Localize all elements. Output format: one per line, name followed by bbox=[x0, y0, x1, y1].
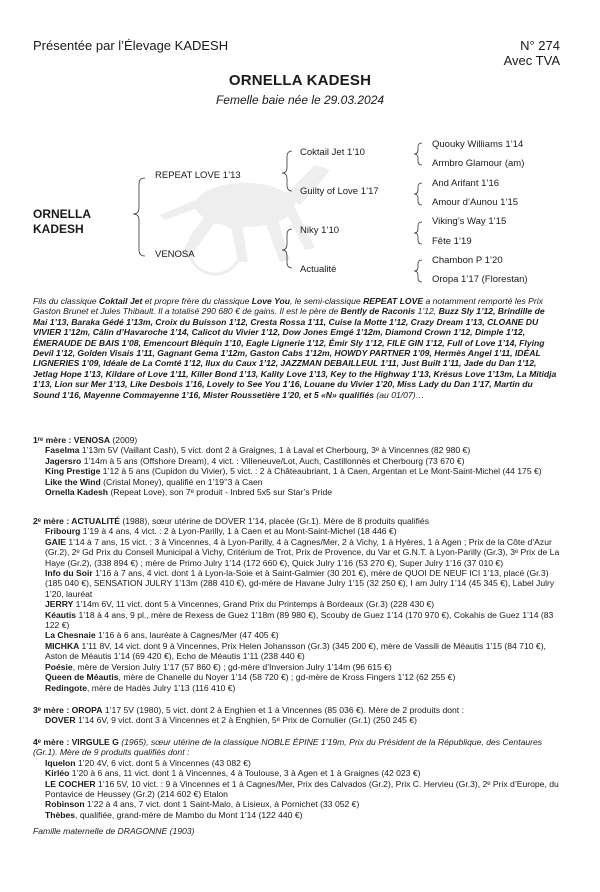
desc-text-2: et propre frère du classique bbox=[142, 296, 252, 306]
third-dam-intro: 1’17 5V (1980), 5 vict. dont 2 à Enghien et 1 à Vincennes (85 036 €). Mère de 2 produits dont : bbox=[102, 705, 464, 715]
third-dam-label: 3ᵉ mère : OROPA bbox=[33, 705, 103, 715]
first-dam-label: 1ʳᵉ mère : VENOSA bbox=[33, 435, 111, 445]
desc-bold-4: Bently de Raconis bbox=[340, 306, 416, 317]
mother1-produce-2: King Prestige 1’12 à 5 ans (Cupidon du Vivier), 5 vict. : 2 à Châteaubriant, 1 à Caen, Argentan et Le Mont-Saint-Michel (44 175 €) bbox=[45, 466, 542, 477]
sds: And Arifant 1’16 bbox=[432, 178, 500, 189]
subject-name-line1: ORNELLA bbox=[33, 207, 91, 221]
mother2-produce-7: Poésie, mère de Version Julry 1’17 (57 860 €) ; gd-mère d’Inversion Julry 1’14m (96 615 €) bbox=[45, 661, 392, 672]
maternal-family: Famille maternelle de DRAGONNE (1903) bbox=[33, 826, 195, 836]
desc-offspring-list: Buzz Sly 1’12, Brindille de Mai 1’13, Baraka Gédé 1’13m, Croix du Buisson 1’12, Cresta Rossa 1’11, Cuise la Motte 1’12, Crazy Dream 1’13, CLOANE DU VIVIER 1’12m, Câlin d’Havaroche 1’14, Calicot du Vivier 1’12, Dow Jones Emgé 1’12m, Diamond Crown 1’12, Dimple 1’12, ÉMERAUDE DE BAIS 1’08, Emencourt Blèquin 1’10, Eagle Lignerie 1’12, Émir Sly 1’12, FILE GIN 1’12, Full of Love 1’14, Flying Devil 1’12, Golden Visais 1’11, Gagnant Gema 1’12m, Gaston Cabs 1’12m, HOWDY PARTNER 1’09, Hermès Angel 1’11, IDÉAL LIGNERIES 1’09, Idéale de La Comté 1’12, Ilux du Caux 1’12, JAZZMAN DEBAILLEUL 1’11, Just Built 1’11, Jade du Dan 1’12, Jetlag Hope 1’13, Kildare of Love 1’11, Killer Bond 1’13, Kality Love 1’13, Key to the Highway 1’13, Krésus Love 1’13m, La Mitidja 1’13, Lion sur Mer 1’13, Like Desbois 1’16, Lovely to See You 1’16, Louane du Vivier 1’20, Miss Lady du Dan 1’17, Martin du Sound 1’16, Mayenne Commayenne 1’16, Mister Roussetière 1’20, et 5 «N» qualifiés bbox=[33, 306, 557, 400]
fourth-dam-section bbox=[33, 737, 560, 820]
fourth-dam-intro: (1965), sœur utérine de la classique NOBLE ÉPINE 1’19m, Prix du Président de la République, des Centaures (Gr.1). Mère de 9 produits qualifiés dont : bbox=[33, 737, 543, 758]
ddd: Oropa 1’17 (Florestan) bbox=[432, 274, 528, 285]
mother2-produce-5: La Chesnaie 1’16 à 6 ans, lauréate à Cagnes/Mer (47 405 €) bbox=[45, 630, 279, 641]
second-dam-label: 2ᵉ mère : ACTUALITÉ bbox=[33, 516, 120, 526]
mother2-produce-2: Info du Soir 1’16 à 7 ans, 4 vict. dont 1 à Lyon-la-Soie et à Saint-Galmier (30 201 €), mère de QUOI DE NEUF ICI 1’13, placé (Gr.3) (185 040 €), SENSATION JULRY 1’13m (288 410 €), gd-mère de Havane Julry 1’15 (32 250 €), I am Julry 1’14 (45 345 €), Label Julry 1’20, lauréat bbox=[45, 568, 555, 599]
mother4-produce-2: LE COCHER 1’16 5V, 10 vict. : 9 à Vincennes et 1 à Cagnes/Mer, Prix des Calvados (Gr.2), Prix C. Hervieu (Gr.3), 2ᵉ Prix d’Europe, du Pontavice de Heussey (Gr.2) (214 602 €) Etalon bbox=[45, 778, 559, 800]
dds: Chambon P 1’20 bbox=[432, 255, 503, 266]
dam: VENOSA bbox=[155, 249, 195, 260]
mother4-produce-0: Iquelon 1’20 4V, 6 vict. dont 5 à Vincennes (43 082 €) bbox=[45, 757, 251, 768]
horse-title: ORNELLA KADESH bbox=[228, 72, 372, 89]
mother2-produce-8: Queen de Méautis, mère de Chanelle du Noyer 1’14 (58 720 €) ; gd-mère de Kross Fingers 1’12 (62 255 €) bbox=[45, 672, 456, 683]
sire-dam: Guilty of Love 1’17 bbox=[300, 186, 379, 197]
first-dam-produce-list bbox=[33, 445, 560, 497]
dss: Viking’s Way 1’15 bbox=[432, 216, 507, 227]
sdd: Amour d’Aunou 1’15 bbox=[432, 197, 519, 208]
pedigree-subject bbox=[33, 207, 91, 237]
desc-bold-1: Coktail Jet bbox=[98, 296, 143, 306]
mother2-produce-0: Fribourg 1’19 à 4 ans, 4 vict. : 2 à Lyon-Parilly, 1 à Caen et au Mont-Saint-Michel (18 446 €) bbox=[45, 526, 397, 537]
third-dam-produce-list bbox=[33, 715, 560, 725]
mother1-produce-3: Like the Wind (Cristal Money), qualifié en 1’19’’3 à Caen bbox=[45, 476, 263, 487]
subject-name-line2: KADESH bbox=[33, 222, 84, 236]
horse-subtitle: Femelle baie née le 29.03.2024 bbox=[215, 93, 385, 107]
mother2-produce-1: GAIE 1’14 à 7 ans, 15 vict. : 3 à Vincennes, 4 à Lyon-Parilly, 4 à Cagnes/Mer, 2 à Vichy, 1 à Hyères, 1 à Agen ; Prix de la Côte d’Azur (Gr.2), 2ᵉ Gd Prix du Conseil Municipal à Vichy, Critérium de Trot, Prix de Provence, du Var et G.N.T. à Lyon-Parilly (Gr.3), 3ᵉ Prix de La Haye (Gr.2), (338 894 €) ; mère de Primo Julry 1’14 (172 660 €), Quick Julry 1’16 (53 270 €), Super Julry 1’16 (37 010 €) bbox=[45, 536, 560, 568]
tva-label: Avec TVA bbox=[503, 53, 560, 68]
desc-text-3: , le semi-classique bbox=[289, 296, 364, 306]
mother1-produce-1: Jagersro 1’14m à 5 ans (Offshore Dream), 4 vict. : Villeneuve/Lot, Auch, Castillonnès et Cherbourg (73 670 €) bbox=[45, 455, 465, 466]
sire-description bbox=[33, 296, 560, 400]
mother2-produce-9: Redingote, mère de Hadès Julry 1’13 (116 410 €) bbox=[45, 682, 236, 693]
first-dam-year: (2009) bbox=[110, 435, 138, 445]
desc-text-1: Fils du classique bbox=[33, 296, 99, 306]
third-dam-section bbox=[33, 705, 560, 726]
second-dam-section bbox=[33, 516, 560, 693]
mother3-produce-0: DOVER 1’14 6V, 9 vict. dont 3 à Vincennes et 2 à Enghien, 5ᵉ Prix de Cornulier (Gr.1) (250 245 €) bbox=[45, 715, 417, 726]
sire-sire: Coktail Jet 1’10 bbox=[300, 147, 365, 158]
mother2-produce-4: Kéautis 1’18 à 4 ans, 9 pl., mère de Rexess de Guez 1’18m (89 980 €), Scouby de Guez 1’14 (170 970 €), Cokahis de Guez 1’14 (83 122 €) bbox=[45, 609, 554, 631]
desc-end: (au 01/07)… bbox=[374, 389, 425, 400]
pedigree-chart bbox=[0, 0, 600, 300]
ssd: Armbro Glamour (am) bbox=[432, 158, 525, 169]
second-dam-intro: (1988), sœur utérine de DOVER 1’14, placée (Gr.1). Mère de 8 produits qualifiés bbox=[119, 516, 429, 526]
fourth-dam-produce-list bbox=[33, 758, 560, 820]
desc-bold-3: REPEAT LOVE bbox=[363, 296, 424, 306]
sire: REPEAT LOVE 1’13 bbox=[155, 170, 241, 181]
dsd: Fête 1’19 bbox=[432, 236, 472, 247]
dam-dam: Actualité bbox=[300, 264, 337, 275]
mother4-produce-4: Thèbes, qualifiée, grand-mère de Mambo du Mont 1’14 (122 440 €) bbox=[45, 809, 303, 820]
mother4-produce-3: Robinson 1’22 à 4 ans, 7 vict. dont 1 Saint-Malo, à Lisieux, à Pornichet (33 052 €) bbox=[45, 799, 360, 810]
mother2-produce-3: JERRY 1’14m 6V, 11 vict. dont 5 à Vincennes, Grand Prix du Printemps à Bordeaux (Gr.3) (228 430 €) bbox=[45, 599, 435, 610]
mother2-produce-6: MICHKA 1’11 8V, 14 vict. dont 9 à Vincennes, Prix Helen Johansson (Gr.3) (345 200 €), mère de Vassili de Méautis 1’15 (84 710 €), Aston de Méautis 1’14 (69 420 €), Echo de Méautis 1’11 (238 440 €) bbox=[45, 640, 546, 662]
presenter-line: Présentée par l’Élevage KADESH bbox=[33, 38, 229, 53]
desc-text-5: 1’12, bbox=[415, 306, 439, 317]
desc-text-4: a notamment remporté les Prix Gaston Brunet et Jules Thibault. Il a totalisé 290 680 € de gains. Il est le père de bbox=[33, 296, 543, 317]
second-dam-produce-list bbox=[33, 526, 560, 693]
sss: Quouky Williams 1’14 bbox=[432, 139, 524, 150]
lot-number: N° 274 bbox=[520, 38, 560, 53]
fourth-dam-label: 4ᵉ mère : VIRGULE G bbox=[33, 737, 119, 747]
mother1-produce-0: Faselma 1’13m 5V (Vaillant Cash), 5 vict. dont 2 à Graignes, 1 à Laval et Cherbourg, 3ᵉ à Vincennes (82 980 €) bbox=[45, 445, 471, 456]
first-dam-section bbox=[33, 435, 560, 497]
mother1-produce-4: Ornella Kadesh (Repeat Love), son 7ᵉ produit - Inbred 5x5 sur Star’s Pride bbox=[45, 487, 333, 498]
mother4-produce-1: Kirléo 1’20 à 6 ans, 11 vict. dont 1 à Vincennes, 4 à Toulouse, 3 à Agen et 1 à Graignes (42 023 €) bbox=[45, 768, 421, 779]
desc-bold-2: Love You bbox=[251, 296, 290, 306]
dam-sire: Niky 1’10 bbox=[300, 225, 340, 236]
